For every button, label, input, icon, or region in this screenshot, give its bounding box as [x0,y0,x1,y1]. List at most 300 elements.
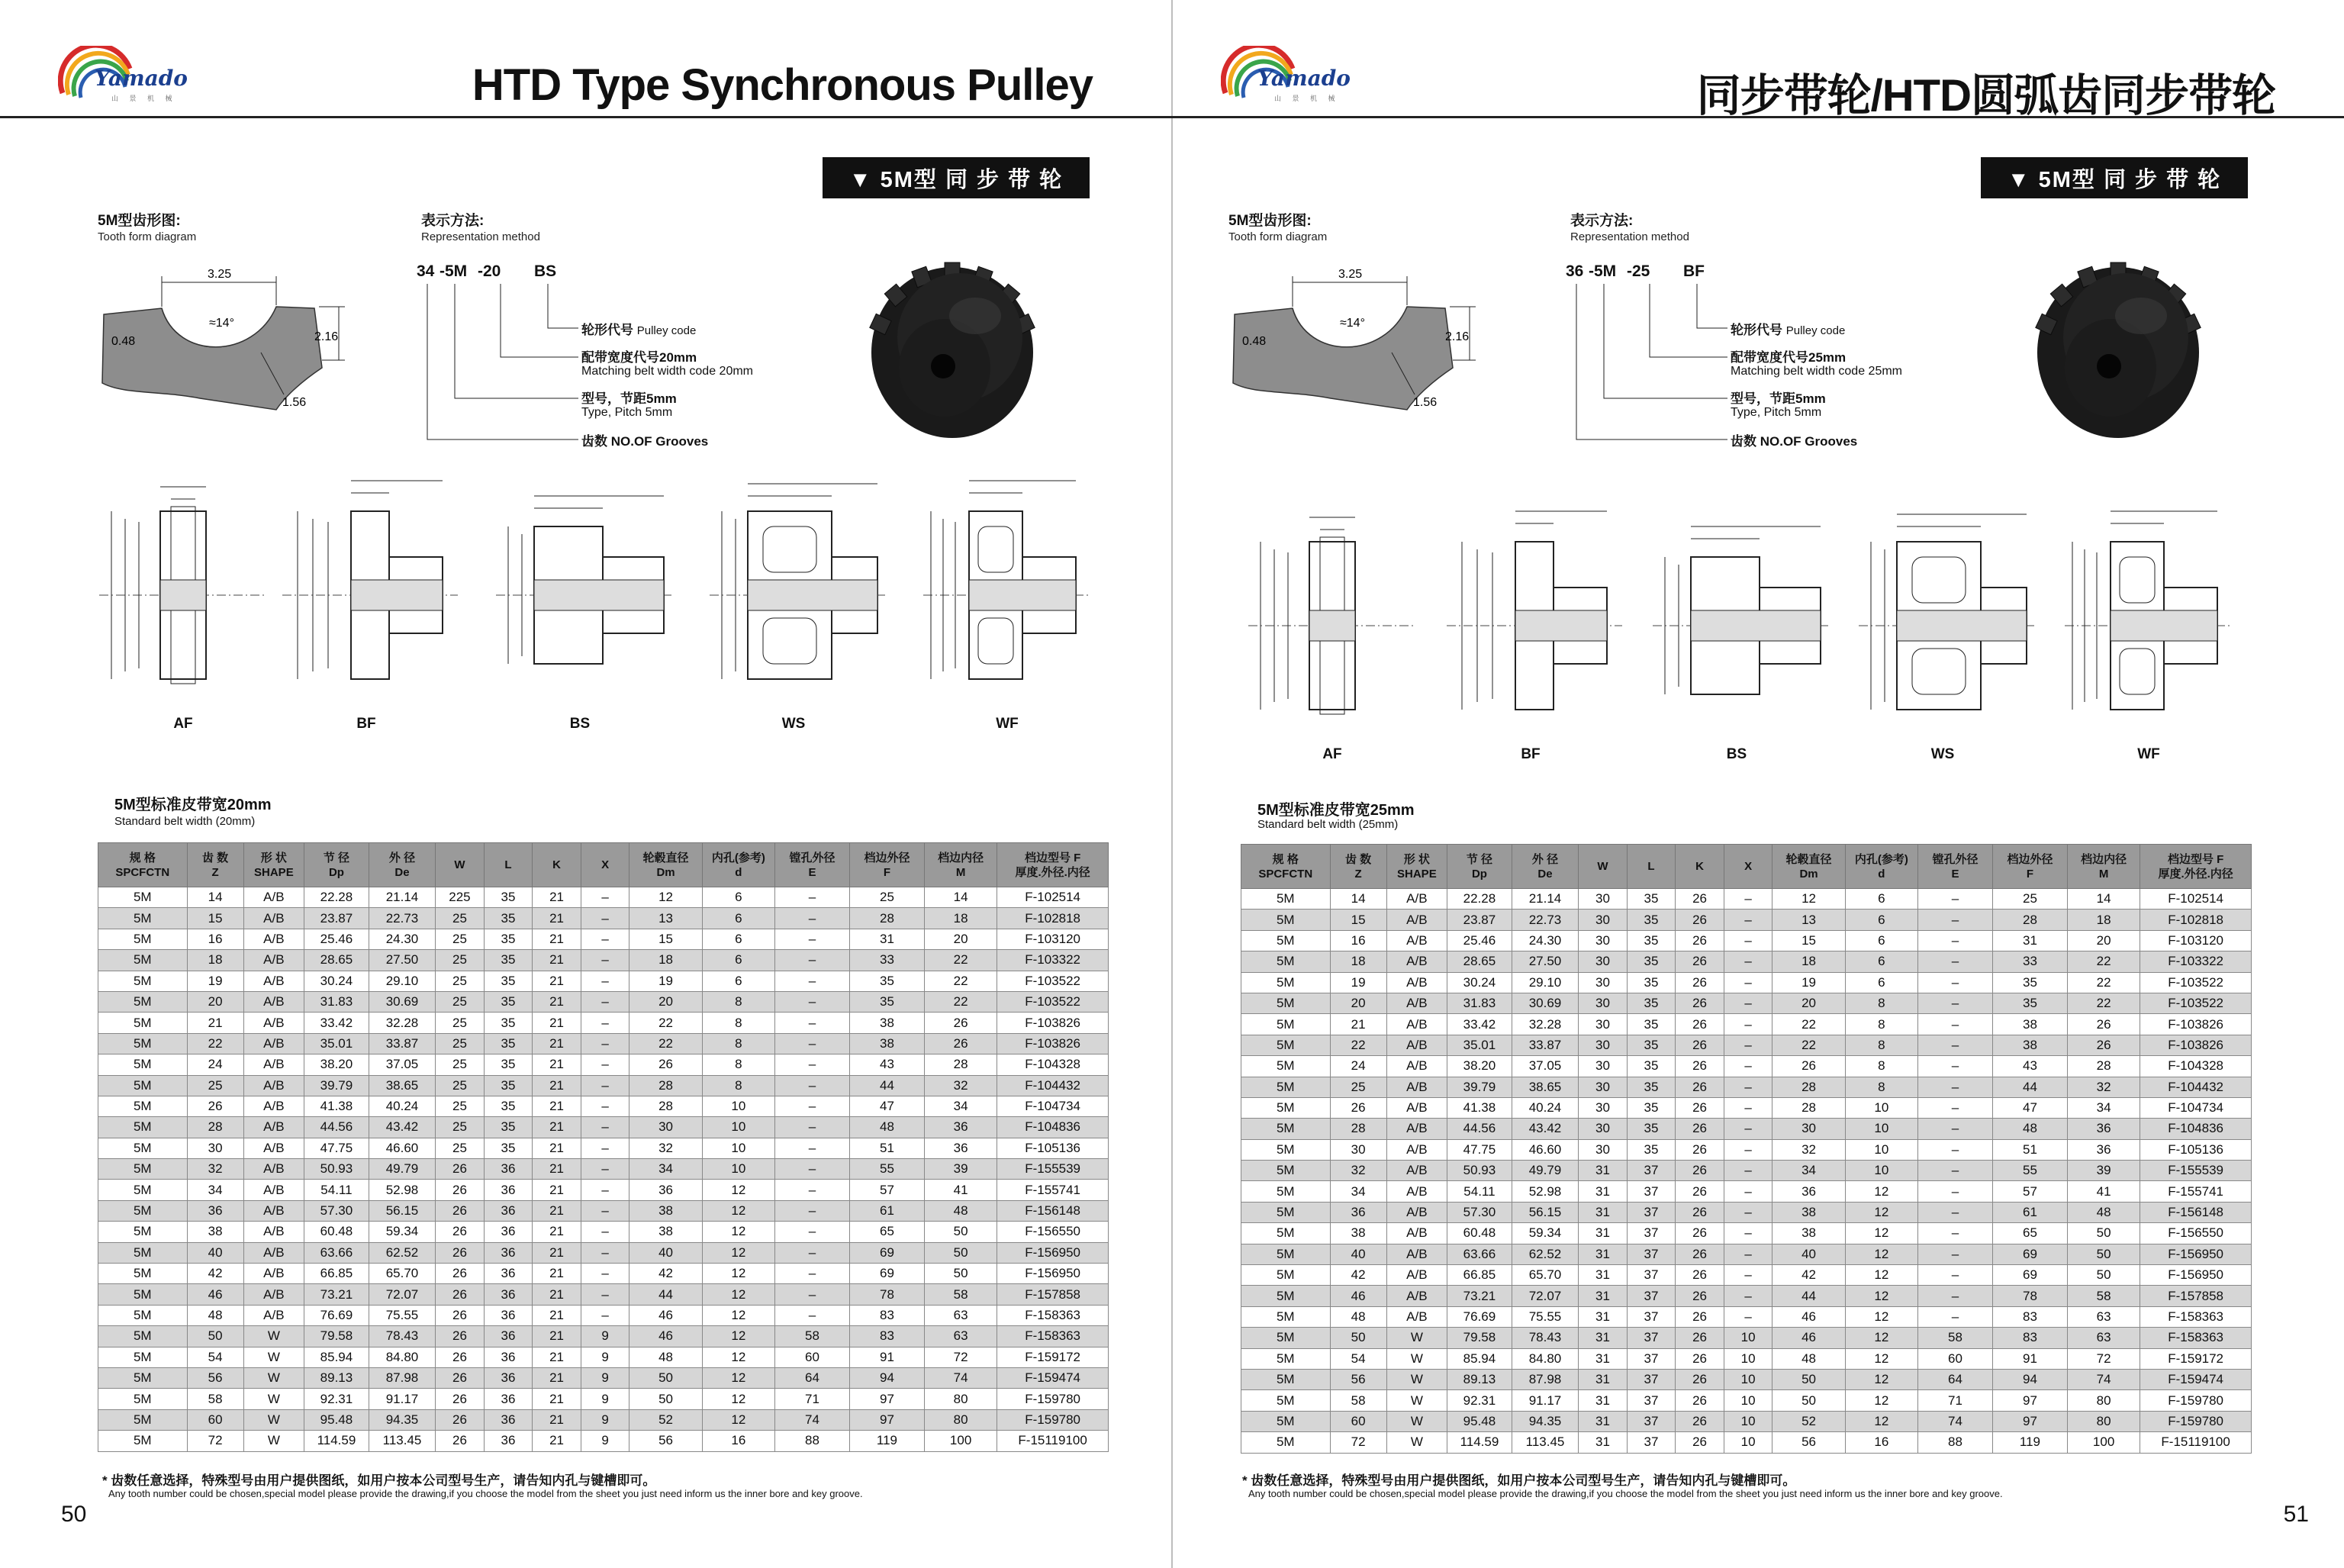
table-cell: 69 [1992,1244,2067,1264]
column-header-cn: 档边内径 [938,851,984,864]
table-cell: F-159172 [2140,1348,2252,1369]
table-cell: 18 [2067,910,2140,930]
table-row [98,908,1109,929]
table-cell: 36 [187,1200,243,1221]
table-cell: 37 [1627,1265,1676,1286]
table-cell: F-103826 [997,1013,1109,1033]
table-cell: F-105136 [2140,1139,2252,1160]
table-row [1241,1181,2252,1202]
column-header-en: SPCFCTN [1258,867,1313,881]
table-cell: 8 [1845,993,1917,1013]
column-header-en: W [454,858,465,871]
table-cell: 38 [1330,1223,1386,1244]
table-cell: 36 [484,1242,533,1263]
table-cell: 25 [187,1075,243,1096]
table-cell: 12 [702,1180,774,1200]
table-cell: – [581,1222,629,1242]
table-cell: 46 [187,1284,243,1305]
table-cell: 35 [1627,889,1676,910]
table-cell: F-104734 [2140,1097,2252,1118]
table-cell: 5M [98,1347,188,1367]
table-cell: F-156550 [997,1222,1109,1242]
rep-line-3-cn: 型号，节距5mm [581,391,677,406]
table-cell: 5M [98,1305,188,1325]
column-header-cn: 档边型号 F [2167,852,2224,866]
table-cell: F-157858 [997,1284,1109,1305]
table-cell: 25 [1330,1077,1386,1097]
table-row [98,1222,1109,1242]
table-cell: – [1918,1119,1993,1139]
table-cell: 35 [849,971,924,991]
table-cell: 26 [436,1222,485,1242]
dim-angle-text: ≈14° [209,317,234,330]
table-row [1241,972,2252,993]
table-cell: 63 [2067,1328,2140,1348]
table-cell: 21 [533,1409,581,1430]
column-header [1772,845,1845,889]
af-drawing [84,473,282,702]
table-cell: F-103322 [2140,951,2252,972]
logo-subtext: 山 景 机 械 [111,95,177,102]
table-cell: 30 [1579,1035,1628,1055]
table-cell: – [581,908,629,929]
table-cell: 35 [484,991,533,1012]
table-cell: F-103826 [2140,1035,2252,1055]
table-cell: 78 [849,1284,924,1305]
table-cell: – [775,1264,850,1284]
table-cell: 5M [98,1326,188,1347]
table-row [1241,1244,2252,1264]
column-header-en: Dm [1799,867,1818,881]
table-cell: 100 [2067,1432,2140,1453]
table-cell: 41.38 [304,1096,369,1116]
table-cell: 54 [1330,1348,1386,1369]
column-header-en: SHAPE [254,865,294,879]
table-cell: 21 [533,1242,581,1263]
table-cell: 31 [849,929,924,949]
table-cell: 28.65 [1447,951,1512,972]
table-cell: F-156950 [997,1242,1109,1263]
table-cell: 88 [775,1431,850,1451]
table-cell: 21 [533,1431,581,1451]
table-cell: 73.21 [1447,1286,1512,1306]
table-cell: 35 [1627,1014,1676,1035]
diagram-bs [481,473,679,732]
column-header-en: W [1597,860,1608,873]
table-cell: – [775,1013,850,1033]
table-cell: F-103120 [997,929,1109,949]
table-cell: 5M [1241,1390,1331,1411]
table-cell: 25 [436,1033,485,1054]
table-cell: 35 [484,887,533,908]
table-cell: 65.70 [1512,1265,1578,1286]
table-cell: 12 [702,1389,774,1409]
table-cell: 30 [1330,1139,1386,1160]
table-cell: 21 [533,1013,581,1033]
table-cell: 25 [436,1096,485,1116]
table-cell: 37 [1627,1181,1676,1202]
table-cell: 44 [1992,1077,2067,1097]
table-cell: 40.24 [1512,1097,1578,1118]
table-cell: 74 [2067,1369,2140,1389]
table-cell: 74 [775,1409,850,1430]
column-header [702,843,774,887]
table-cell: – [775,887,850,908]
spec-table-20mm [98,842,1109,1452]
table-caption: 5M型标准皮带宽20mm [114,797,272,813]
table-cell: 37 [1627,1328,1676,1348]
table-cell: 22 [924,950,997,971]
table-cell: 52.98 [369,1180,435,1200]
table-cell: – [775,1117,850,1138]
footnote-cn: * 齿数任意选择，特殊型号由用户提供图纸，如用户按本公司型号生产，请告知内孔与键槽即可。 [102,1473,656,1488]
table-cell: 26 [1676,1244,1724,1264]
table-cell: 50 [2067,1223,2140,1244]
diagram-label-bs: BS [1726,746,1747,762]
table-cell: 28 [2067,1056,2140,1077]
table-cell: A/B [1386,972,1447,993]
column-header-en: E [808,865,816,879]
table-cell: 74 [1918,1411,1993,1431]
table-cell: 60 [1918,1348,1993,1369]
table-cell: 37 [1627,1306,1676,1327]
table-cell: 21 [1330,1014,1386,1035]
table-cell: 25 [1992,889,2067,910]
table-cell: 113.45 [1512,1432,1578,1453]
table-cell: 24 [187,1054,243,1075]
table-row [1241,1119,2252,1139]
table-cell: 26 [1676,1432,1724,1453]
table-cell: 35 [484,1117,533,1138]
table-cell: 13 [1772,910,1845,930]
table-cell: – [775,1284,850,1305]
table-cell: – [1724,1161,1772,1181]
table-cell: A/B [243,1284,304,1305]
table-cell: 12 [1845,1306,1917,1327]
column-header [1512,845,1578,889]
bf-drawing [1431,504,1630,732]
table-row [1241,1390,2252,1411]
table-cell: 35.01 [304,1033,369,1054]
code-teeth: 34 [417,262,435,280]
table-cell: 80 [924,1389,997,1409]
table-row [1241,930,2252,951]
code-teeth: 36 [1566,262,1584,280]
table-cell: – [1918,1161,1993,1181]
table-cell: 26 [1676,1390,1724,1411]
table-cell: F-158363 [997,1326,1109,1347]
table-cell: 48 [187,1305,243,1325]
table-cell: 32 [924,1075,997,1096]
table-cell: F-103522 [2140,972,2252,993]
table-cell: – [581,929,629,949]
table-cell: 30.69 [369,991,435,1012]
table-cell: 48 [1992,1119,2067,1139]
tooth-form-diagram [93,261,368,414]
table-cell: A/B [243,1200,304,1221]
table-row [1241,910,2252,930]
table-cell: 28 [187,1117,243,1138]
table-cell: 21 [533,1033,581,1054]
table-cell: 55 [1992,1161,2067,1181]
table-cell: 5M [1241,1369,1331,1389]
rep-line-2-cn: 配带宽度代号20mm [581,350,697,365]
table-cell: 60.48 [304,1222,369,1242]
table-cell: 5M [1241,1056,1331,1077]
table-cell: F-158363 [2140,1328,2252,1348]
table-cell: 12 [1845,1348,1917,1369]
dim-height-text: 2.16 [314,330,339,343]
table-cell: 50 [1772,1369,1845,1389]
diagram-label-bs: BS [569,716,591,732]
table-cell: 31 [1579,1223,1628,1244]
table-cell: 5M [98,1096,188,1116]
table-cell: – [775,971,850,991]
table-cell: 21 [533,1075,581,1096]
table-cell: 32 [629,1138,702,1158]
table-cell: 26 [1330,1097,1386,1118]
column-header [484,843,533,887]
table-cell: 38 [629,1200,702,1221]
table-cell: 33.42 [304,1013,369,1033]
table-row [98,1326,1109,1347]
representation-leader-lines [412,258,588,456]
table-cell: 5M [98,971,188,991]
table-cell: 19 [1330,972,1386,993]
table-cell: 21 [533,1367,581,1388]
table-cell: 48 [1330,1306,1386,1327]
table-cell: 35 [1627,972,1676,993]
column-header [243,843,304,887]
table-cell: 62.52 [1512,1244,1578,1264]
table-cell: 100 [924,1431,997,1451]
column-header-en: De [394,865,410,879]
table-cell: 22.28 [304,887,369,908]
table-cell: F-159780 [2140,1411,2252,1431]
table-cell: 16 [1845,1432,1917,1453]
table-cell: 21 [533,1264,581,1284]
table-cell: – [581,1242,629,1263]
table-cell: F-104734 [997,1096,1109,1116]
table-cell: 5M [98,1033,188,1054]
table-cell: 26 [924,1013,997,1033]
table-cell: 50 [629,1367,702,1388]
table-cell: 26 [1676,910,1724,930]
table-cell: 21 [533,1200,581,1221]
table-cell: 18 [187,950,243,971]
table-cell: F-102514 [997,887,1109,908]
logo [58,46,203,107]
column-header [629,843,702,887]
table-cell: 30.24 [1447,972,1512,993]
table-cell: A/B [1386,930,1447,951]
table-cell: 26 [436,1431,485,1451]
dim-fillet-text: 1.56 [282,396,307,409]
table-cell: 58 [187,1389,243,1409]
table-cell: 35 [1992,993,2067,1013]
table-row [98,1054,1109,1075]
table-cell: – [1724,1077,1772,1097]
table-cell: 37 [1627,1244,1676,1264]
representation-label: 表示方法: [421,213,485,229]
table-cell: 12 [1845,1369,1917,1389]
table-cell: 25 [436,1138,485,1158]
table-cell: 36 [484,1180,533,1200]
table-cell: 5M [1241,1244,1331,1264]
table-row [1241,1306,2252,1327]
table-row [98,1305,1109,1325]
table-cell: 39.79 [1447,1077,1512,1097]
table-cell: 46.60 [1512,1139,1578,1160]
ws-drawing [1843,504,2042,732]
table-cell: – [1918,889,1993,910]
table-cell: F-155539 [2140,1161,2252,1181]
table-cell: 65 [1992,1223,2067,1244]
rep-line-2-en: Matching belt width code 20mm [581,365,753,378]
table-cell: A/B [1386,1056,1447,1077]
representation-diagram [412,258,809,456]
table-cell: 28.65 [304,950,369,971]
table-cell: 15 [1330,910,1386,930]
table-cell: 42 [1772,1265,1845,1286]
table-cell: W [243,1347,304,1367]
table-cell: 61 [849,1200,924,1221]
column-header [2140,845,2252,889]
table-cell: 35 [484,1054,533,1075]
table-cell: 35 [484,1096,533,1116]
table-cell: 61 [1992,1202,2067,1222]
table-cell: 36 [484,1222,533,1242]
table-cell: 40 [629,1242,702,1263]
table-cell: 39.79 [304,1075,369,1096]
column-header-cn: 轮毂直径 [642,851,689,864]
table-cell: 21.14 [369,887,435,908]
diagram-ws [694,473,893,732]
table-cell: F-15119100 [2140,1432,2252,1453]
table-cell: – [1724,1265,1772,1286]
table-cell: 6 [702,971,774,991]
table-cell: 5M [98,991,188,1012]
table-cell: 87.98 [369,1367,435,1388]
table-cell: 83 [1992,1306,2067,1327]
column-header-cn: 规 格 [1272,852,1299,866]
table-cell: A/B [1386,1181,1447,1202]
diagram-bf [267,473,465,732]
table-cell: 71 [1918,1390,1993,1411]
table-cell: 47 [1992,1097,2067,1118]
table-cell: 26 [1676,1411,1724,1431]
table-cell: 225 [436,887,485,908]
table-cell: 15 [1772,930,1845,951]
table-cell: F-156950 [2140,1244,2252,1264]
table-cell: F-155539 [997,1159,1109,1180]
table-cell: 26 [1676,1348,1724,1369]
table-cell: 36 [484,1431,533,1451]
table-cell: 22 [1772,1035,1845,1055]
table-cell: 35 [1627,1035,1676,1055]
table-row [98,1409,1109,1430]
table-cell: 5M [1241,1014,1331,1035]
table-cell: 50 [1772,1390,1845,1411]
table-cell: 51 [1992,1139,2067,1160]
table-cell: A/B [1386,1244,1447,1264]
table-cell: F-156550 [2140,1223,2252,1244]
table-cell: 31 [1579,1161,1628,1181]
column-header-cn: 镗孔外径 [789,851,836,864]
table-cell: 37 [1627,1161,1676,1181]
representation-diagram [1561,258,1958,456]
table-cell: 48 [849,1117,924,1138]
table-cell: 12 [702,1347,774,1367]
table-cell: 9 [581,1367,629,1388]
table-cell: – [581,1284,629,1305]
table-cell: 63 [924,1305,997,1325]
table-cell: 66.85 [304,1264,369,1284]
table-cell: 26 [1676,1139,1724,1160]
table-cell: – [1918,1265,1993,1286]
table-cell: 84.80 [1512,1348,1578,1369]
table-cell: 26 [436,1200,485,1221]
table-cell: 36 [924,1117,997,1138]
table-cell: 26 [436,1347,485,1367]
table-cell: 22 [924,991,997,1012]
wf-drawing [908,473,1106,702]
table-cell: – [1724,1119,1772,1139]
table-cell: 21 [533,887,581,908]
table-cell: 35 [484,908,533,929]
table-cell: 35 [484,1013,533,1033]
table-cell: 50 [629,1389,702,1409]
table-cell: F-103522 [2140,993,2252,1013]
table-cell: W [243,1389,304,1409]
table-cell: 21 [533,950,581,971]
table-cell: 62.52 [369,1242,435,1263]
table-cell: 9 [581,1326,629,1347]
table-row [98,1264,1109,1284]
table-cell: – [1724,1223,1772,1244]
table-cell: 94.35 [1512,1411,1578,1431]
table-cell: 9 [581,1389,629,1409]
table-cell: A/B [243,950,304,971]
table-row [98,1431,1109,1451]
table-cell: 33.87 [1512,1035,1578,1055]
table-cell: 15 [187,908,243,929]
table-cell: 56.15 [1512,1202,1578,1222]
table-cell: 6 [1845,910,1917,930]
column-header [187,843,243,887]
table-cell: 31 [1579,1181,1628,1202]
table-cell: 30 [629,1117,702,1138]
table-cell: 33.42 [1447,1014,1512,1035]
dim-angle-text: ≈14° [1340,317,1365,330]
table-cell: 37.05 [369,1054,435,1075]
table-cell: 21 [533,991,581,1012]
table-cell: 5M [98,1054,188,1075]
table-cell: A/B [243,887,304,908]
table-cell: 9 [581,1347,629,1367]
table-cell: 97 [849,1389,924,1409]
table-cell: 56.15 [369,1200,435,1221]
table-cell: W [243,1431,304,1451]
table-cell: A/B [243,971,304,991]
table-cell: 31.83 [304,991,369,1012]
table-cell: 22.73 [369,908,435,929]
table-cell: 12 [702,1367,774,1388]
table-cell: 48 [629,1347,702,1367]
table-cell: 42 [629,1264,702,1284]
representation-label-en: Representation method [1570,230,1689,243]
table-cell: – [1724,1056,1772,1077]
